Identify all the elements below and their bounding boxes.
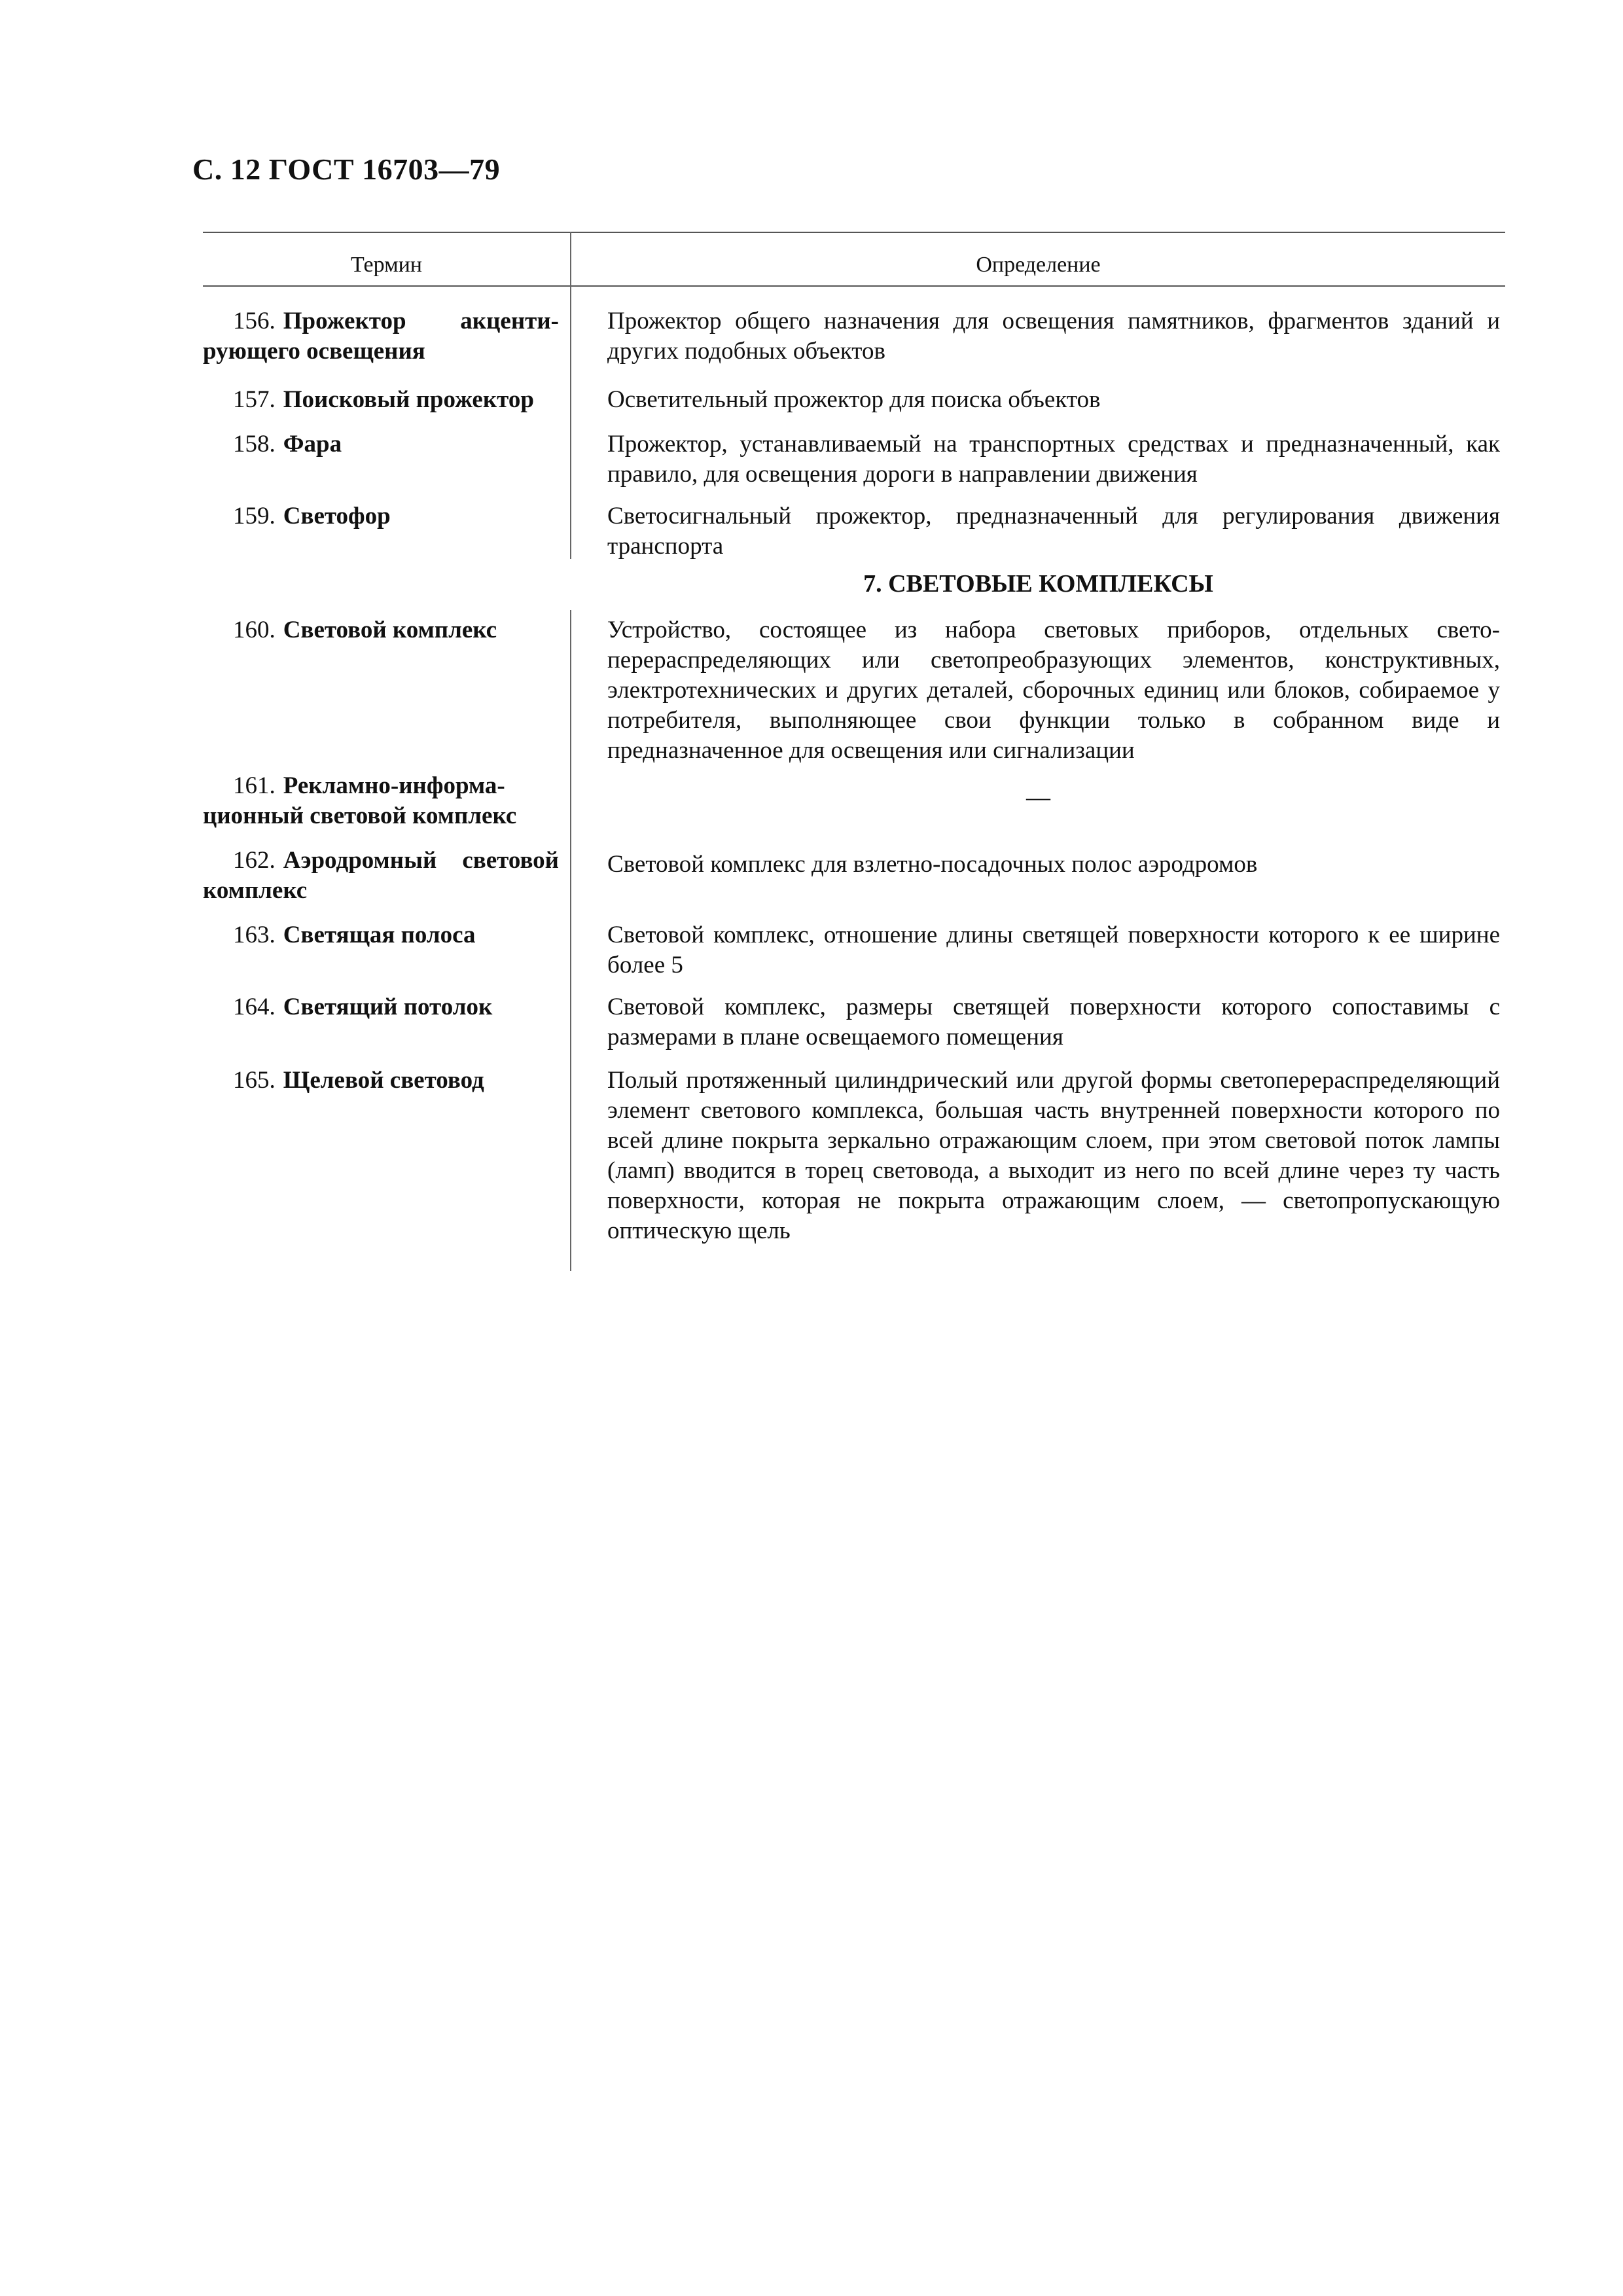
- term-number: 158.: [233, 431, 276, 457]
- term-cell: [203, 501, 559, 531]
- definition-cell: Прожектор, устанавливаемый на транспортных средствах и предназначенный, как правило, для освещения дороги в направлении движения: [607, 431, 1500, 488]
- term-name: Аэродромный световой комплекс: [203, 847, 559, 904]
- term-name: Светофор: [283, 503, 391, 529]
- terms-table: [203, 232, 1505, 1266]
- term-name: Светящий потолок: [283, 994, 493, 1020]
- term-cell: [203, 1066, 559, 1096]
- definition-cell: Светосигнальный прожектор, предназначенный для регулирования движения транспорта: [607, 503, 1500, 560]
- term-number: 159.: [233, 503, 276, 529]
- definition-cell: Устройство, состоящее из набора световых приборов, отдельных светоперераспределяющих или светопреобразующих элементов, конструктивных, электротехнических и других деталей, сборочных единиц или блоков, собираемое у потребителя, выполняющее свои функции только в собранном виде и предназначенное для освещения или сигнализации: [607, 617, 1500, 764]
- term-number: 157.: [233, 386, 276, 413]
- definition-cell: Световой комплекс, размеры светящей поверхности которого сопоставимы с размерами в плане освещаемого помещения: [607, 994, 1500, 1050]
- term-number: 163.: [233, 922, 276, 948]
- term-number: 164.: [233, 994, 276, 1020]
- term-number: 162.: [233, 847, 276, 874]
- definition-cell: Осветительный прожектор для поиска объектов: [607, 386, 1101, 413]
- column-header-term: Термин: [351, 253, 422, 277]
- term-cell: [203, 429, 559, 459]
- term-name: Щелевой световод: [283, 1067, 484, 1094]
- definition-cell: Световой комплекс, отношение длины светящей поверхности которого к ее ширине более 5: [607, 922, 1500, 978]
- term-number: 161.: [233, 772, 276, 799]
- definition-cell: Полый протяженный цилиндрический или другой формы светоперераспределяющий элемент светового комплекса, большая часть внутренней поверхности которого по всей длине покрыта зеркально отражающим слоем, при этом световой поток лампы (ламп) вводится в торец световода, а выходит из него по всей длине через ту часть поверхности, которая не покрыта отражающим слоем, — светопропускающую оптическую щель: [607, 1067, 1500, 1244]
- term-cell: [203, 771, 559, 831]
- term-cell: [203, 846, 559, 906]
- term-cell: [203, 920, 559, 950]
- term-cell: [203, 306, 559, 367]
- term-name: Световой комплекс: [283, 617, 497, 643]
- term-name: Поисковый прожектор: [283, 386, 534, 413]
- term-name: Светящая полоса: [283, 922, 476, 948]
- term-name: Прожектор акцентирующего освещения: [203, 308, 559, 365]
- table-header: [203, 232, 1505, 287]
- term-cell: [203, 992, 559, 1022]
- table-header-rule: [203, 285, 1505, 287]
- column-divider: [570, 610, 571, 1271]
- column-divider: [570, 232, 571, 559]
- term-number: 160.: [233, 617, 276, 643]
- term-cell: [203, 615, 559, 645]
- definition-cell: Световой комплекс для взлетно-посадочных полос аэродромов: [607, 851, 1258, 878]
- term-cell: [203, 385, 559, 415]
- term-number: 165.: [233, 1067, 276, 1094]
- term-name: Фара: [283, 431, 342, 457]
- definition-cell: Прожектор общего назначения для освещения памятников, фрагментов зданий и других подобных объектов: [607, 308, 1500, 365]
- term-number: 156.: [233, 308, 276, 334]
- definition-cell: —: [1026, 784, 1050, 811]
- column-header-definition: Определение: [976, 253, 1101, 277]
- term-name: Рекламно-информационный световой комплекс: [203, 772, 517, 829]
- section-title: 7. СВЕТОВЫЕ КОМПЛЕКСЫ: [863, 570, 1213, 598]
- page-title: С. 12 ГОСТ 16703—79: [192, 152, 501, 186]
